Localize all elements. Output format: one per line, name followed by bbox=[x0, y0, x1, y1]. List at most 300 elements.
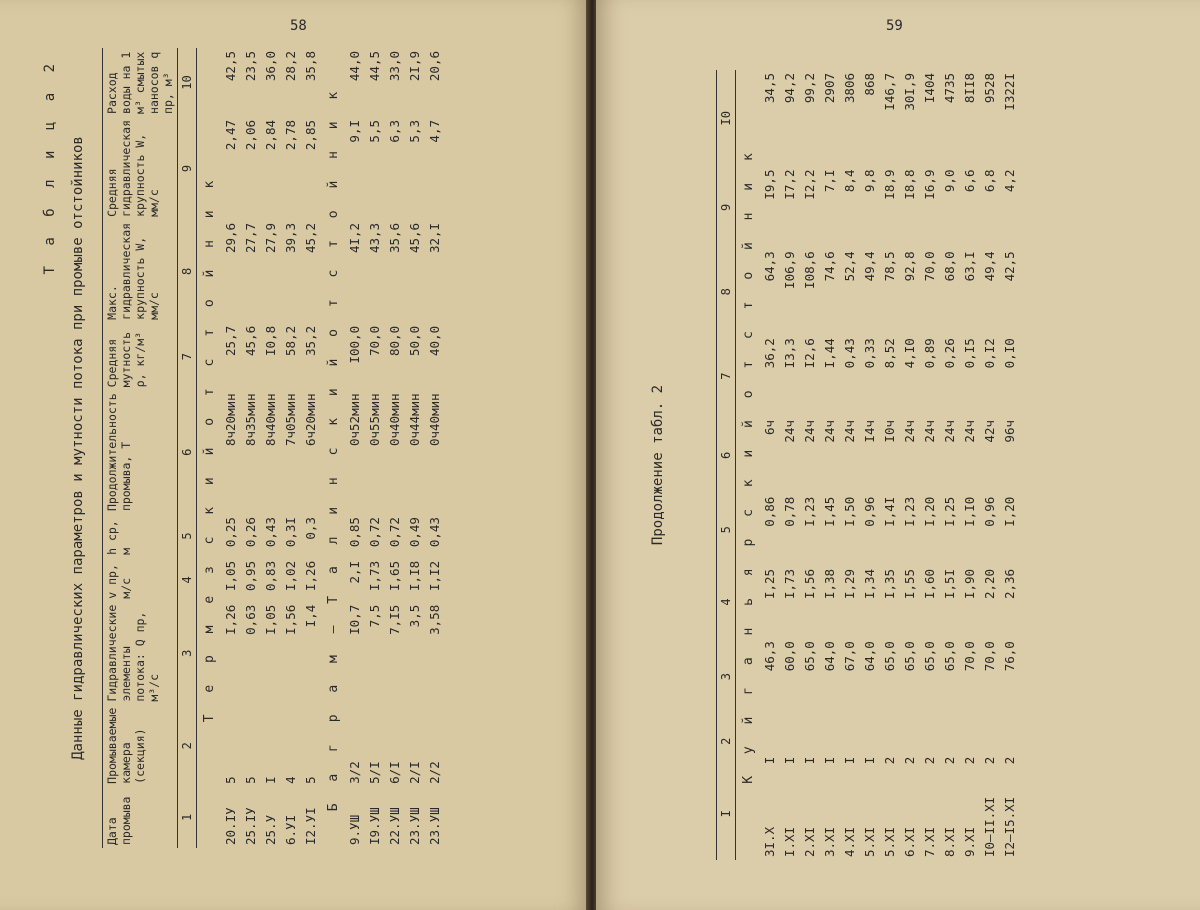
table-cell: I0,7 bbox=[347, 604, 362, 635]
table-cell: I8,8 bbox=[902, 169, 917, 200]
table-cell: 27,7 bbox=[243, 222, 258, 254]
table-cell: I,29 bbox=[842, 568, 857, 600]
table-cell: 2.XI bbox=[802, 826, 817, 857]
col-num: 2 bbox=[717, 715, 736, 767]
table-cell: I,02 bbox=[283, 560, 298, 591]
table-cell: 8.XI bbox=[942, 826, 957, 857]
table-cell: 2 bbox=[922, 756, 937, 765]
table-cell: 24ч bbox=[782, 419, 797, 443]
header-max-fineness: Макс. гидравлическая крупность W, мм/с bbox=[103, 220, 178, 323]
table-cell: I,56 bbox=[802, 568, 817, 600]
table-cell: 0ч52мин bbox=[347, 393, 362, 447]
table-cell: I,35 bbox=[882, 568, 897, 600]
table-cell: 7.XI bbox=[922, 826, 937, 857]
table-cell: 78,5 bbox=[882, 251, 897, 282]
col-num: 7 bbox=[178, 323, 197, 390]
table-cell: 49,4 bbox=[862, 251, 877, 282]
table-cell: 64,0 bbox=[862, 641, 877, 672]
table-cell: 40,0 bbox=[427, 325, 442, 356]
table-cell: 2 bbox=[962, 756, 977, 765]
table-cell: 23.УШ bbox=[427, 807, 442, 845]
table-cell: 9528 bbox=[982, 73, 997, 104]
table-cell: I9.УШ bbox=[367, 807, 382, 845]
table-cell: I,5I bbox=[942, 568, 957, 600]
table-cell: 24ч bbox=[942, 419, 957, 443]
table-cell: 2 bbox=[882, 756, 897, 765]
col-num: 2 bbox=[178, 705, 197, 787]
table-row bbox=[960, 70, 980, 860]
table-cell: 20.IУ bbox=[223, 807, 238, 845]
table-cell: 0ч40мин bbox=[387, 393, 402, 447]
table-row bbox=[880, 70, 900, 860]
table-cell: 24ч bbox=[842, 419, 857, 443]
table-row bbox=[820, 70, 840, 860]
table-cell: 868 bbox=[862, 73, 877, 96]
table-row bbox=[405, 48, 425, 848]
table-cell: I,25 bbox=[762, 568, 777, 600]
table-body-right bbox=[736, 70, 1021, 860]
col-num: 5 bbox=[178, 514, 197, 558]
table-cell: I2,2 bbox=[802, 169, 817, 200]
col-num: 4 bbox=[717, 566, 736, 638]
table-cell: I,56 bbox=[283, 604, 298, 635]
table-cell: I6,9 bbox=[922, 169, 937, 200]
table-cell: 0,96 bbox=[982, 496, 997, 527]
col-num: I0 bbox=[717, 70, 736, 167]
table-cell: 0,78 bbox=[782, 496, 797, 527]
table-cell: 0ч44мин bbox=[407, 393, 422, 447]
table-cell: 0,83 bbox=[263, 560, 278, 591]
table-cell: 52,4 bbox=[842, 251, 857, 282]
table-cell: 2 bbox=[902, 756, 917, 765]
table-cell: 67,0 bbox=[842, 641, 857, 672]
table-cell: I,26 bbox=[303, 560, 318, 591]
table-cell: 2 bbox=[942, 756, 957, 765]
table-cell: 33,0 bbox=[387, 51, 402, 82]
table-cell: I bbox=[263, 776, 278, 784]
table-cell: 45,6 bbox=[407, 222, 422, 254]
table-cell: 0,49 bbox=[407, 517, 422, 548]
table-cell: 3806 bbox=[842, 73, 857, 104]
table-cell: 24ч bbox=[902, 419, 917, 443]
table-cell: 0,86 bbox=[762, 496, 777, 527]
table-row bbox=[425, 48, 445, 848]
table-cell: 58,2 bbox=[283, 325, 298, 356]
table-cell: I7,2 bbox=[782, 169, 797, 200]
table-cell: I,I8 bbox=[407, 560, 422, 591]
table-cell: I,60 bbox=[922, 568, 937, 600]
header-duration: Продолжительность промыва, T bbox=[103, 390, 178, 514]
table-cell: 35,2 bbox=[303, 325, 318, 356]
table-cell: I,45 bbox=[822, 496, 837, 527]
table-cell: 22.УШ bbox=[387, 807, 402, 845]
table-cell: I,I0 bbox=[962, 496, 977, 527]
table-cell: 30I,9 bbox=[902, 73, 917, 111]
table-cell: I0,8 bbox=[263, 325, 278, 356]
table-row bbox=[780, 70, 800, 860]
table-cell: 8II8 bbox=[962, 73, 977, 104]
table-cell: 8ч40мин bbox=[263, 393, 278, 447]
table-cell: 7,I5 bbox=[387, 604, 402, 635]
table-row bbox=[900, 70, 920, 860]
table-cell: I,65 bbox=[387, 560, 402, 591]
header-avg-fineness: Средняя гидравлическая крупность W, мм/с bbox=[103, 117, 178, 220]
table-cell: 94,2 bbox=[782, 73, 797, 104]
table-cell: 2,20 bbox=[982, 568, 997, 600]
col-num: 6 bbox=[178, 390, 197, 514]
table-cell: I,4 bbox=[303, 604, 318, 628]
table-cell: I,20 bbox=[922, 496, 937, 527]
table-cell: 44,0 bbox=[347, 51, 362, 82]
section-header bbox=[197, 48, 222, 848]
table-cell: I2–I5.XI bbox=[1002, 796, 1017, 857]
table-cell: I,50 bbox=[842, 496, 857, 527]
table-cell: 0ч55мин bbox=[367, 393, 382, 447]
table-cell: I,55 bbox=[902, 568, 917, 600]
table-cell: I,38 bbox=[822, 568, 837, 600]
col-num: 8 bbox=[178, 220, 197, 323]
table-cell: 45,6 bbox=[243, 325, 258, 356]
table-cell: 64,0 bbox=[822, 641, 837, 672]
table-label: Т а б л и ц а 2 bbox=[42, 58, 58, 275]
table-row bbox=[860, 70, 880, 860]
table-cell: 23,5 bbox=[243, 51, 258, 82]
table-cell: 42,5 bbox=[1002, 251, 1017, 282]
table-cell: 2,06 bbox=[243, 119, 258, 151]
table-cell: 76,0 bbox=[1002, 641, 1017, 672]
col-num: 9 bbox=[717, 167, 736, 249]
table-cell: 6.XI bbox=[902, 826, 917, 857]
table-cell: I,73 bbox=[367, 560, 382, 591]
table-cell: 65,0 bbox=[922, 641, 937, 672]
header-velocity: v пр, м/с bbox=[103, 558, 178, 602]
table-cell: 0,72 bbox=[387, 517, 402, 548]
table-cell: 0,85 bbox=[347, 517, 362, 548]
table-cell: I,73 bbox=[782, 568, 797, 600]
table-cell: I08,6 bbox=[802, 251, 817, 289]
table-cell: 25,7 bbox=[223, 325, 238, 356]
table-cell: 64,3 bbox=[762, 251, 777, 282]
table-cell: 4 bbox=[283, 776, 298, 784]
table-cell: I2,6 bbox=[802, 338, 817, 369]
continuation-title: Продолжение табл. 2 bbox=[650, 384, 666, 546]
table-cell: 4,7 bbox=[427, 119, 442, 143]
table-cell: 80,0 bbox=[387, 325, 402, 356]
table-cell: 70,0 bbox=[982, 641, 997, 672]
table-cell: 8ч35мин bbox=[243, 393, 258, 447]
col-num: 4 bbox=[178, 558, 197, 602]
table-cell: 65,0 bbox=[802, 641, 817, 672]
table-cell: I,4I bbox=[882, 496, 897, 527]
table-cell: 2,47 bbox=[223, 119, 238, 151]
table-cell: 6.УI bbox=[283, 814, 298, 845]
table-cell: 24ч bbox=[962, 419, 977, 443]
col-num: 6 bbox=[717, 417, 736, 494]
table-cell: 2,I bbox=[347, 560, 362, 584]
table-cell: I bbox=[802, 756, 817, 765]
table-cell: I,05 bbox=[263, 604, 278, 635]
table-cell: 5/I bbox=[367, 761, 382, 784]
table-cell: 8,52 bbox=[882, 338, 897, 369]
table-row bbox=[760, 70, 780, 860]
col-num: 8 bbox=[717, 248, 736, 335]
table-cell: 5.XI bbox=[862, 826, 877, 857]
table-cell: 0,I0 bbox=[1002, 338, 1017, 369]
table-cell: 2,36 bbox=[1002, 568, 1017, 600]
table-cell: 5 bbox=[223, 776, 238, 784]
table-cell: 9.XI bbox=[962, 826, 977, 857]
table-cell: I46,7 bbox=[882, 73, 897, 111]
header-discharge: Гидравлические элементы потока: Q пр, м³/с bbox=[103, 602, 178, 705]
table-cell: 4I,2 bbox=[347, 222, 362, 254]
table-cell: 29,6 bbox=[223, 222, 238, 254]
table-row bbox=[221, 48, 241, 848]
table-cell: 70,0 bbox=[922, 251, 937, 282]
table-cell: 5,5 bbox=[367, 119, 382, 143]
table-cell: 32,I bbox=[427, 222, 442, 254]
table-cell: I0ч bbox=[882, 419, 897, 443]
table-cell: 5,3 bbox=[407, 119, 422, 143]
table-cell: 2,84 bbox=[263, 119, 278, 151]
section-header bbox=[736, 70, 761, 860]
table-row bbox=[365, 48, 385, 848]
table-cell: I,90 bbox=[962, 568, 977, 600]
data-table-left bbox=[102, 48, 445, 848]
table-cell: 74,6 bbox=[822, 251, 837, 282]
right-page bbox=[596, 0, 1200, 910]
table-cell: 23.УШ bbox=[407, 807, 422, 845]
table-cell: 3.XI bbox=[822, 826, 837, 857]
table-cell: I3,3 bbox=[782, 338, 797, 369]
table-cell: I bbox=[862, 756, 877, 765]
table-cell: I2.УI bbox=[303, 807, 318, 845]
table-cell: I,05 bbox=[223, 560, 238, 591]
table-row bbox=[261, 48, 281, 848]
table-cell: 36,0 bbox=[263, 51, 278, 82]
table-cell: 6,8 bbox=[982, 169, 997, 193]
table-cell: 4735 bbox=[942, 73, 957, 104]
table-row bbox=[980, 70, 1000, 860]
table-row bbox=[345, 48, 365, 848]
table-cell: 70,0 bbox=[962, 641, 977, 672]
table-cell: 42ч bbox=[982, 419, 997, 443]
col-num: 3 bbox=[717, 638, 736, 715]
table-cell: 8,4 bbox=[842, 169, 857, 193]
table-cell: 63,I bbox=[962, 251, 977, 282]
section-name: Т е р м е з с к и й о т с т о й н и к bbox=[202, 173, 217, 723]
table-cell: 0ч40мин bbox=[427, 393, 442, 447]
table-cell: 2 bbox=[982, 756, 997, 765]
table-cell: I4ч bbox=[862, 419, 877, 443]
table-cell: 0,26 bbox=[942, 338, 957, 369]
page-number: 58 bbox=[290, 18, 307, 34]
table-cell: 0,43 bbox=[842, 338, 857, 369]
column-numbers bbox=[717, 70, 736, 860]
table-cell: I,44 bbox=[822, 338, 837, 369]
table-cell: 7,5 bbox=[367, 604, 382, 628]
table-body-left bbox=[197, 48, 446, 848]
table-cell: 6ч20мин bbox=[303, 393, 318, 447]
table-cell: I,I2 bbox=[427, 560, 442, 591]
table-cell: I,23 bbox=[902, 496, 917, 527]
col-num: I bbox=[717, 767, 736, 860]
table-cell: 9,0 bbox=[942, 169, 957, 193]
table-cell: 28,2 bbox=[283, 51, 298, 82]
table-cell: 20,6 bbox=[427, 51, 442, 82]
col-num: 9 bbox=[178, 117, 197, 220]
table-cell: 43,3 bbox=[367, 222, 382, 254]
table-cell: I06,9 bbox=[782, 251, 797, 289]
table-cell: 0,96 bbox=[862, 496, 877, 527]
table-cell: 2 bbox=[1002, 756, 1017, 765]
column-numbers bbox=[178, 48, 197, 848]
table-cell: 0,I5 bbox=[962, 338, 977, 369]
table-cell: 6,6 bbox=[962, 169, 977, 193]
table-cell: I bbox=[842, 756, 857, 765]
table-cell: 0,26 bbox=[243, 517, 258, 548]
table-cell: 42,5 bbox=[223, 51, 238, 82]
table-cell: 9,I bbox=[347, 119, 362, 143]
table-cell: 0,72 bbox=[367, 517, 382, 548]
table-cell: 2,78 bbox=[283, 119, 298, 151]
table-cell: 2907 bbox=[822, 73, 837, 104]
table-cell: 0,33 bbox=[862, 338, 877, 369]
table-cell: 2/I bbox=[407, 761, 422, 784]
table-row bbox=[800, 70, 820, 860]
table-cell: 70,0 bbox=[367, 325, 382, 356]
table-cell: I bbox=[782, 756, 797, 765]
table-cell: 4,2 bbox=[1002, 169, 1017, 193]
table-cell: 2,85 bbox=[303, 119, 318, 151]
section-name: К у й г а н ь я р с к и й о т с т о й н и к bbox=[741, 146, 756, 784]
table-cell: 45,2 bbox=[303, 222, 318, 254]
table-cell: 50,0 bbox=[407, 325, 422, 356]
table-cell: 6ч bbox=[762, 419, 777, 436]
table-cell: 5.XI bbox=[882, 826, 897, 857]
table-cell: 0,3 bbox=[303, 517, 318, 540]
table-cell: 92,8 bbox=[902, 251, 917, 282]
table-cell: 65,0 bbox=[882, 641, 897, 672]
right-rotated-content bbox=[636, 70, 1176, 860]
col-num: 10 bbox=[178, 48, 197, 117]
table-cell: I,26 bbox=[223, 604, 238, 635]
section-header bbox=[321, 48, 345, 848]
table-cell: I,34 bbox=[862, 568, 877, 600]
table-cell: 60,0 bbox=[782, 641, 797, 672]
table-cell: 9,8 bbox=[862, 169, 877, 193]
table-cell: 34,5 bbox=[762, 73, 777, 104]
left-rotated-content bbox=[42, 48, 562, 848]
data-table-right bbox=[716, 70, 1020, 860]
table-cell: I.XI bbox=[782, 826, 797, 857]
table-cell: 7ч05мин bbox=[283, 393, 298, 447]
table-cell: 2I,9 bbox=[407, 51, 422, 82]
table-row bbox=[920, 70, 940, 860]
table-cell: 44,5 bbox=[367, 51, 382, 82]
header-date: Дата промыва bbox=[103, 787, 178, 848]
table-cell: 68,0 bbox=[942, 251, 957, 282]
table-cell: 6/I bbox=[387, 761, 402, 784]
table-cell: 0,43 bbox=[427, 517, 442, 548]
table-cell: 0,I2 bbox=[982, 338, 997, 369]
table-cell: 0,63 bbox=[243, 604, 258, 635]
table-cell: 24ч bbox=[922, 419, 937, 443]
table-cell: I322I bbox=[1002, 73, 1017, 111]
table-cell: 24ч bbox=[822, 419, 837, 443]
table-cell: I9,5 bbox=[762, 169, 777, 200]
table-cell: 27,9 bbox=[263, 222, 278, 254]
page-number: 59 bbox=[886, 18, 903, 34]
table-cell: 25.IУ bbox=[243, 807, 258, 845]
table-cell: 7,I bbox=[822, 169, 837, 193]
table-title: Данные гидравлических параметров и мутности потока при промыве отстойников bbox=[70, 136, 86, 760]
table-cell: 3/2 bbox=[347, 761, 362, 784]
table-cell: 0,3I bbox=[283, 517, 298, 548]
table-cell: 25.У bbox=[263, 814, 278, 845]
table-cell: 96ч bbox=[1002, 419, 1017, 443]
table-cell: 0,25 bbox=[223, 517, 238, 548]
table-cell: 35,6 bbox=[387, 222, 402, 254]
col-num: 7 bbox=[717, 335, 736, 417]
table-cell: I8,9 bbox=[882, 169, 897, 200]
table-cell: 6,3 bbox=[387, 119, 402, 143]
header-water-consumption: Расход воды на 1 м³ смытых наносов q пр, м³ bbox=[103, 48, 178, 117]
section-name: Б а г р а м – Т а л и н с к и й о т с т о й н и к bbox=[326, 84, 341, 812]
table-row bbox=[385, 48, 405, 848]
header-turbidity: Средняя мутность ρ, кг/м³ bbox=[103, 323, 178, 390]
table-cell: 9.УШ bbox=[347, 814, 362, 845]
col-num: 3 bbox=[178, 602, 197, 705]
table-cell: I0–II.XI bbox=[982, 796, 997, 857]
table-row bbox=[281, 48, 301, 848]
table-cell: 99,2 bbox=[802, 73, 817, 104]
table-cell: 3I.X bbox=[762, 826, 777, 857]
table-cell: 0,43 bbox=[263, 517, 278, 548]
table-row bbox=[241, 48, 261, 848]
table-row bbox=[301, 48, 321, 848]
table-cell: 39,3 bbox=[283, 222, 298, 254]
table-row bbox=[840, 70, 860, 860]
table-cell: 2/2 bbox=[427, 761, 442, 784]
table-cell: I bbox=[822, 756, 837, 765]
table-cell: I,25 bbox=[942, 496, 957, 527]
table-row bbox=[1000, 70, 1020, 860]
table-cell: I,23 bbox=[802, 496, 817, 527]
table-cell: 49,4 bbox=[982, 251, 997, 282]
col-num: 1 bbox=[178, 787, 197, 848]
col-num: 5 bbox=[717, 494, 736, 566]
table-cell: 3,58 bbox=[427, 604, 442, 635]
table-cell: 36,2 bbox=[762, 338, 777, 369]
table-cell: 35,8 bbox=[303, 51, 318, 82]
table-cell: 46,3 bbox=[762, 641, 777, 672]
table-cell: 4,I0 bbox=[902, 338, 917, 369]
left-page bbox=[0, 0, 588, 910]
header-depth: h ср, м bbox=[103, 514, 178, 558]
table-cell: 5 bbox=[243, 776, 258, 784]
table-cell: 3,5 bbox=[407, 604, 422, 628]
table-cell: I404 bbox=[922, 73, 937, 104]
table-cell: 8ч20мин bbox=[223, 393, 238, 447]
table-cell: 4.XI bbox=[842, 826, 857, 857]
table-row bbox=[940, 70, 960, 860]
table-cell: 5 bbox=[303, 776, 318, 784]
table-cell: I,20 bbox=[1002, 496, 1017, 527]
table-cell: 0,89 bbox=[922, 338, 937, 369]
table-cell: 0,95 bbox=[243, 560, 258, 591]
table-cell: 65,0 bbox=[902, 641, 917, 672]
table-cell: 24ч bbox=[802, 419, 817, 443]
